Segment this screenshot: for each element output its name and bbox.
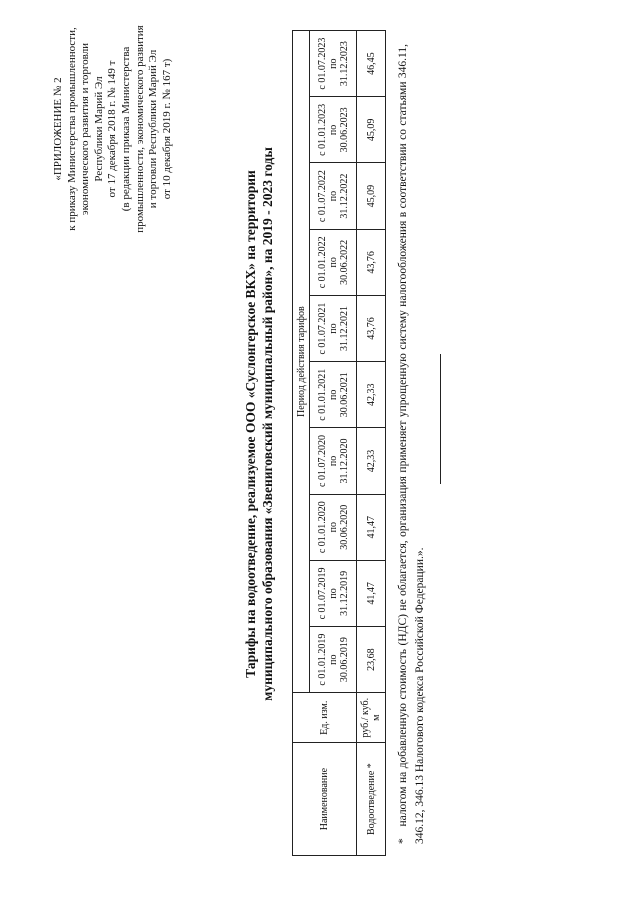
period-group-header: Период действия тарифов bbox=[293, 31, 310, 693]
period-header: с 01.01.2020 по 30.06.2020 bbox=[310, 494, 357, 560]
tariff-value-cell: 46,45 bbox=[357, 31, 386, 97]
tariff-value-cell: 43,76 bbox=[357, 229, 386, 295]
title-line-1: Тарифы на водоотведение, реализуемое ООО «Суслонгерское ВКХ» на территории bbox=[243, 170, 258, 678]
tariff-value-cell: 43,76 bbox=[357, 295, 386, 361]
row-name-cell: Водоотведение * bbox=[357, 743, 386, 856]
appendix-line: (в редакции приказа Министерства bbox=[119, 46, 132, 212]
appendix-line: и торговли Республики Марий Эл bbox=[147, 49, 160, 209]
period-header: с 01.01.2021 по 30.06.2021 bbox=[310, 362, 357, 428]
period-header: с 01.07.2021 по 31.12.2021 bbox=[310, 295, 357, 361]
period-header: с 01.01.2022 по 30.06.2022 bbox=[310, 229, 357, 295]
appendix-line: к приказу Министерства промышленности, bbox=[65, 27, 78, 231]
appendix-line: Республики Марий Эл bbox=[92, 76, 105, 182]
closing-rule bbox=[440, 354, 441, 484]
name-column-header: Наименование bbox=[293, 743, 357, 856]
appendix-line: «ПРИЛОЖЕНИЕ № 2 bbox=[52, 77, 64, 181]
period-header: с 01.01.2019 по 30.06.2019 bbox=[310, 627, 357, 693]
tariff-value-cell: 23,68 bbox=[357, 627, 386, 693]
appendix-line: экономического развития и торговли bbox=[79, 42, 92, 216]
unit-column-header: Ед. изм. bbox=[293, 693, 357, 743]
tariff-value-cell: 41,47 bbox=[357, 560, 386, 626]
appendix-line: от 10 декабря 2019 г. № 167 т) bbox=[160, 58, 173, 200]
period-header: с 01.07.2019 по 31.12.2019 bbox=[310, 560, 357, 626]
footnote-marker: * bbox=[397, 838, 409, 844]
document-title bbox=[242, 4, 276, 844]
period-header: с 01.07.2020 по 31.12.2020 bbox=[310, 428, 357, 494]
tariff-value-cell: 42,33 bbox=[357, 428, 386, 494]
table-row bbox=[357, 31, 386, 856]
footnote bbox=[395, 44, 429, 844]
row-unit-cell: руб./ куб. м bbox=[357, 693, 386, 743]
period-header: с 01.07.2023 по 31.12.2023 bbox=[310, 31, 357, 97]
appendix-header bbox=[52, 14, 174, 244]
appendix-line: от 17 декабря 2018 г. № 149 т bbox=[106, 60, 119, 198]
footnote-text: налогом на добавленную стоимость (НДС) не облагается, организация применяет упрощенную систему налогообложения в соответствии со статьями 346.11, 346.12, 346.13 Налогового кодекса Российской Федерации.». bbox=[397, 44, 426, 844]
tariff-value-cell: 41,47 bbox=[357, 494, 386, 560]
period-header: с 01.01.2023 по 30.06.2023 bbox=[310, 97, 357, 163]
tariff-value-cell: 45,09 bbox=[357, 97, 386, 163]
tariff-value-cell: 42,33 bbox=[357, 362, 386, 428]
appendix-line: промышленности, экономического развития bbox=[133, 25, 146, 233]
tariff-value-cell: 45,09 bbox=[357, 163, 386, 229]
tariffs-table bbox=[292, 30, 386, 856]
title-line-2: муниципального образования «Звениговский муниципальный район», на 2019 - 2023 годы bbox=[260, 147, 275, 701]
period-header: с 01.07.2022 по 31.12.2022 bbox=[310, 163, 357, 229]
